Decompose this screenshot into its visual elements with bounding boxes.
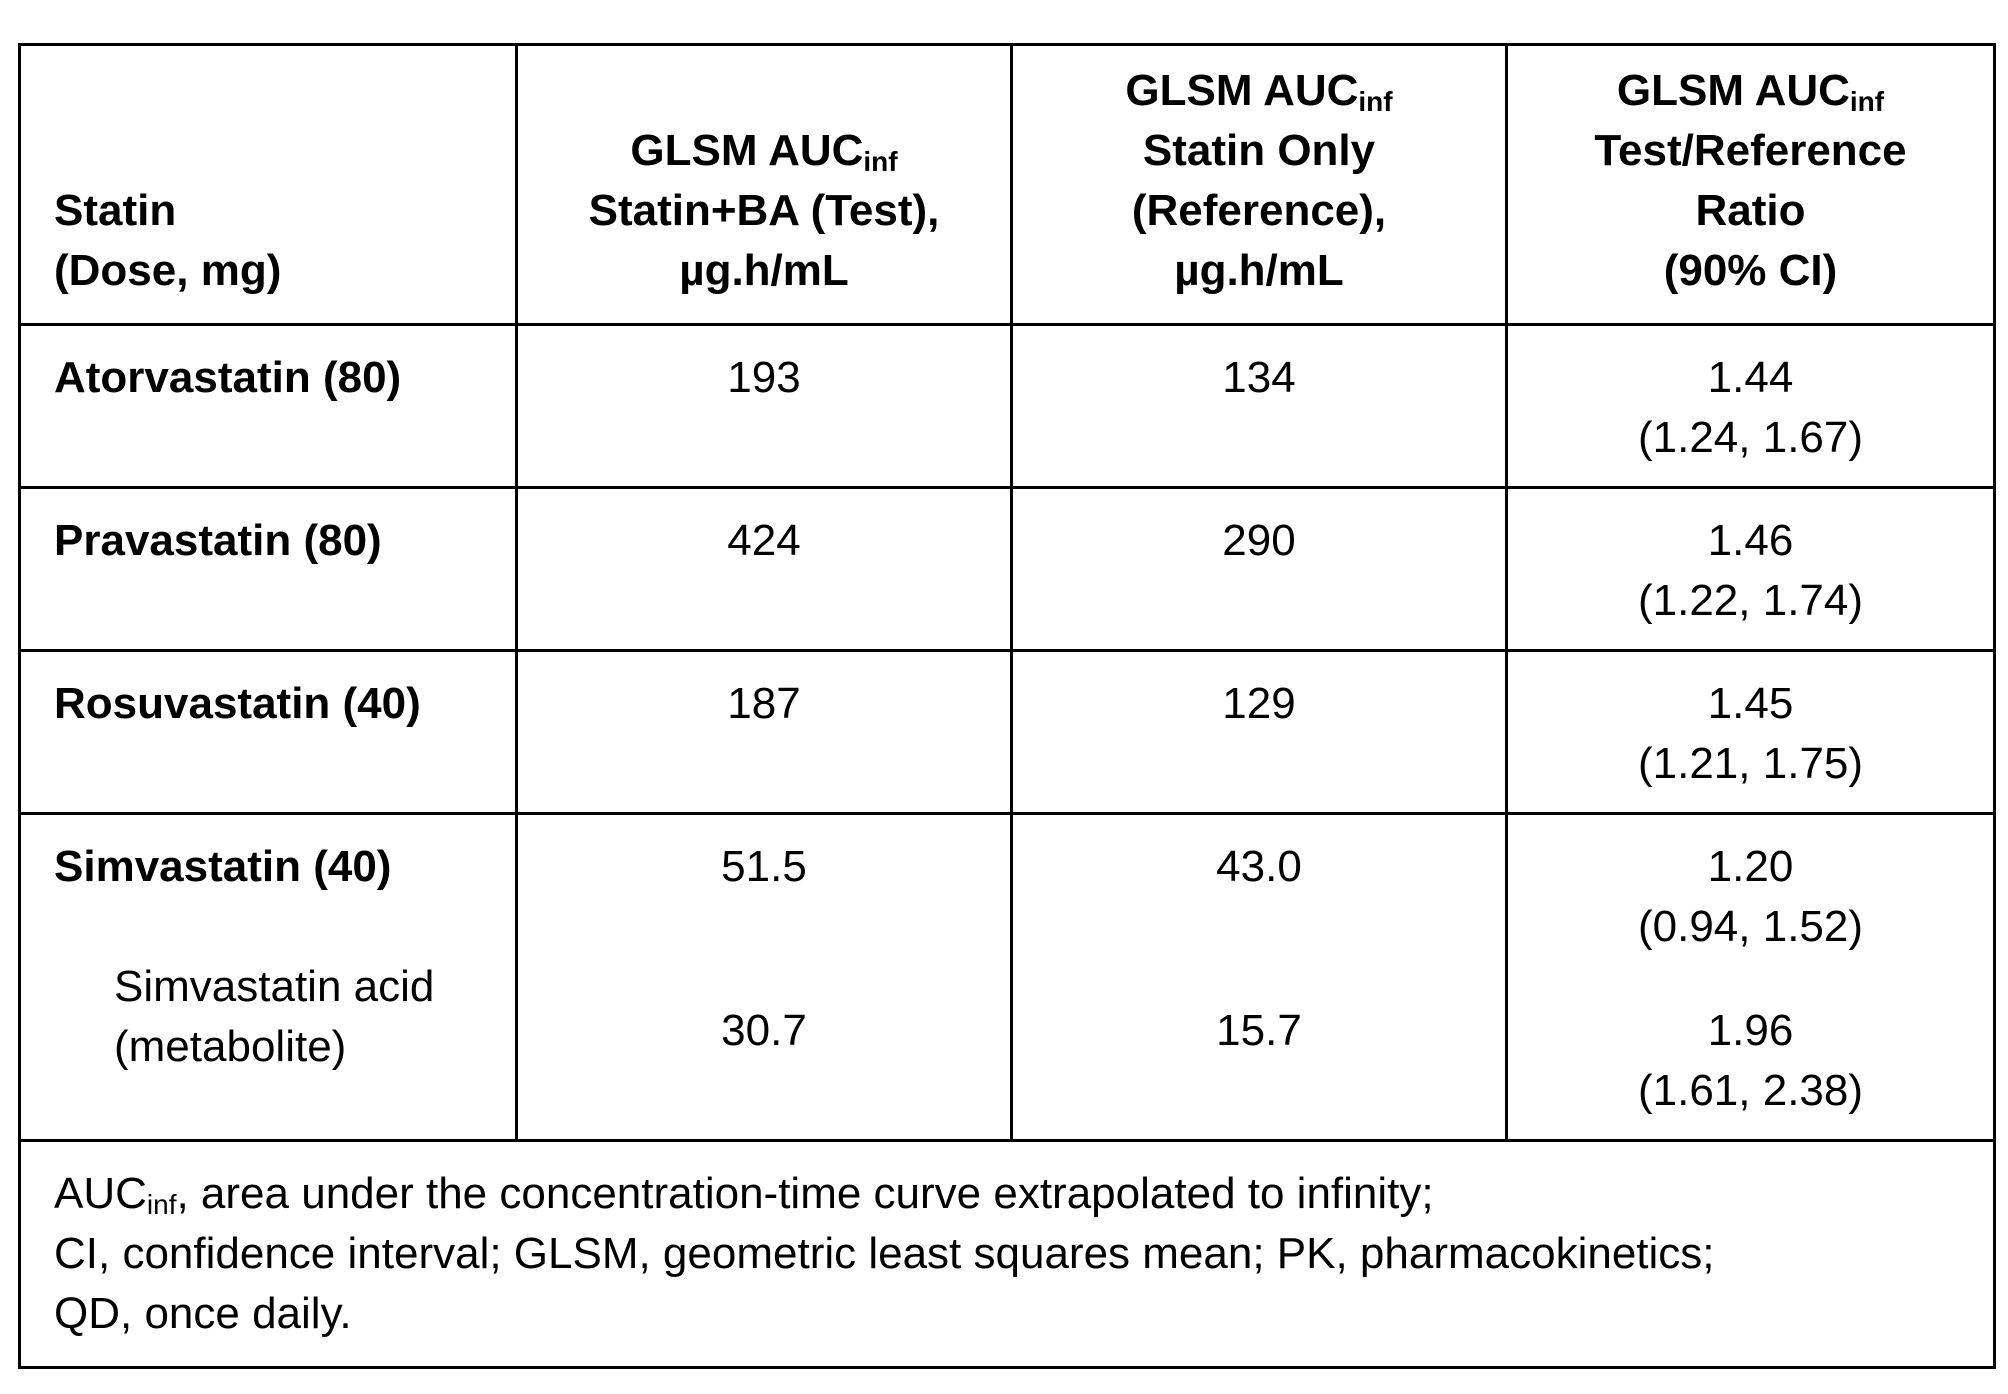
ratio-value: 1.20 — [1707, 842, 1794, 891]
header-ratio-sub: inf — [1849, 86, 1885, 117]
ci-value: (1.24, 1.67) — [1637, 413, 1864, 462]
header-reference-line4: µg.h/mL — [1174, 246, 1344, 295]
simvastatin-test-cell — [517, 814, 1012, 1141]
metabolite-ci-value: (1.61, 2.38) — [1637, 1066, 1864, 1115]
header-reference-line3: (Reference), — [1131, 186, 1387, 235]
header-reference-sub: inf — [1358, 86, 1393, 117]
header-ratio — [1507, 45, 1995, 325]
metabolite-name-line1: Simvastatin acid — [114, 962, 435, 1011]
header-ratio-main: GLSM AUC — [1616, 66, 1850, 115]
test-auc-value: 424 — [517, 488, 1012, 651]
test-auc-value: 51.5 — [721, 842, 807, 891]
footnote-auc-sub: inf — [146, 1189, 177, 1220]
header-reference-line2: Statin Only — [1142, 126, 1376, 175]
statin-name: Simvastatin (40) — [54, 842, 392, 891]
footnote-line3: QD, once daily. — [54, 1289, 352, 1338]
ci-value: (0.94, 1.52) — [1637, 902, 1864, 951]
reference-auc-value: 290 — [1012, 488, 1507, 651]
header-test-line3: µg.h/mL — [679, 246, 849, 295]
header-test-auc — [517, 45, 1012, 325]
table-row-atorvastatin — [20, 325, 1995, 488]
header-statin-line2: (Dose, mg) — [54, 246, 282, 295]
footnote-line1 — [54, 1164, 1973, 1224]
header-row — [20, 45, 1995, 325]
header-ratio-title — [1508, 61, 1993, 121]
header-reference-title — [1013, 61, 1505, 121]
header-statin-dose — [20, 45, 517, 325]
reference-auc-value: 129 — [1012, 651, 1507, 814]
test-auc-value: 187 — [517, 651, 1012, 814]
header-statin-line1: Statin — [54, 186, 177, 235]
statin-name: Rosuvastatin (40) — [20, 651, 517, 814]
ci-value: (1.21, 1.75) — [1637, 739, 1864, 788]
ratio-cell — [1507, 651, 1995, 814]
metabolite-name-line2: (metabolite) — [114, 1022, 347, 1071]
reference-auc-value: 134 — [1012, 325, 1507, 488]
metabolite-reference-auc-value: 15.7 — [1216, 1006, 1302, 1055]
reference-auc-value: 43.0 — [1216, 842, 1302, 891]
metabolite-ratio-value: 1.96 — [1707, 1006, 1794, 1055]
ratio-cell — [1507, 488, 1995, 651]
table-row-simvastatin — [20, 814, 1995, 1141]
table-row-rosuvastatin — [20, 651, 1995, 814]
simvastatin-name-cell — [20, 814, 517, 1141]
table-row-pravastatin — [20, 488, 1995, 651]
ratio-value: 1.44 — [1707, 353, 1794, 402]
simvastatin-reference-cell — [1012, 814, 1507, 1141]
pk-table-container — [18, 43, 1993, 1369]
footnote-auc: AUC — [54, 1169, 147, 1218]
metabolite-name — [54, 957, 515, 1077]
footnote — [20, 1141, 1995, 1368]
test-auc-value: 193 — [517, 325, 1012, 488]
header-reference-auc — [1012, 45, 1507, 325]
ci-value: (1.22, 1.74) — [1637, 576, 1864, 625]
footnote-line2: CI, confidence interval; GLSM, geometric least squares mean; PK, pharmacokinetics; — [54, 1229, 1715, 1278]
statin-name: Atorvastatin (80) — [20, 325, 517, 488]
header-ratio-line2: Test/Reference — [1594, 126, 1907, 175]
ratio-value: 1.46 — [1707, 516, 1794, 565]
statin-auc-table — [18, 43, 1996, 1369]
header-test-line2: Statin+BA (Test), — [588, 186, 940, 235]
header-ratio-line3: Ratio — [1695, 186, 1806, 235]
header-reference-main: GLSM AUC — [1125, 66, 1359, 115]
footnote-line1-text: , area under the concentration-time curve extrapolated to infinity; — [176, 1169, 1434, 1218]
header-ratio-line4: (90% CI) — [1663, 246, 1838, 295]
statin-name: Pravastatin (80) — [20, 488, 517, 651]
metabolite-test-auc-value: 30.7 — [721, 1006, 807, 1055]
header-test-sub: inf — [863, 146, 898, 177]
footnote-row — [20, 1141, 1995, 1368]
ratio-cell — [1507, 325, 1995, 488]
header-test-title — [518, 121, 1010, 181]
simvastatin-ratio-cell — [1507, 814, 1995, 1141]
header-test-main: GLSM AUC — [630, 126, 864, 175]
ratio-value: 1.45 — [1707, 679, 1794, 728]
